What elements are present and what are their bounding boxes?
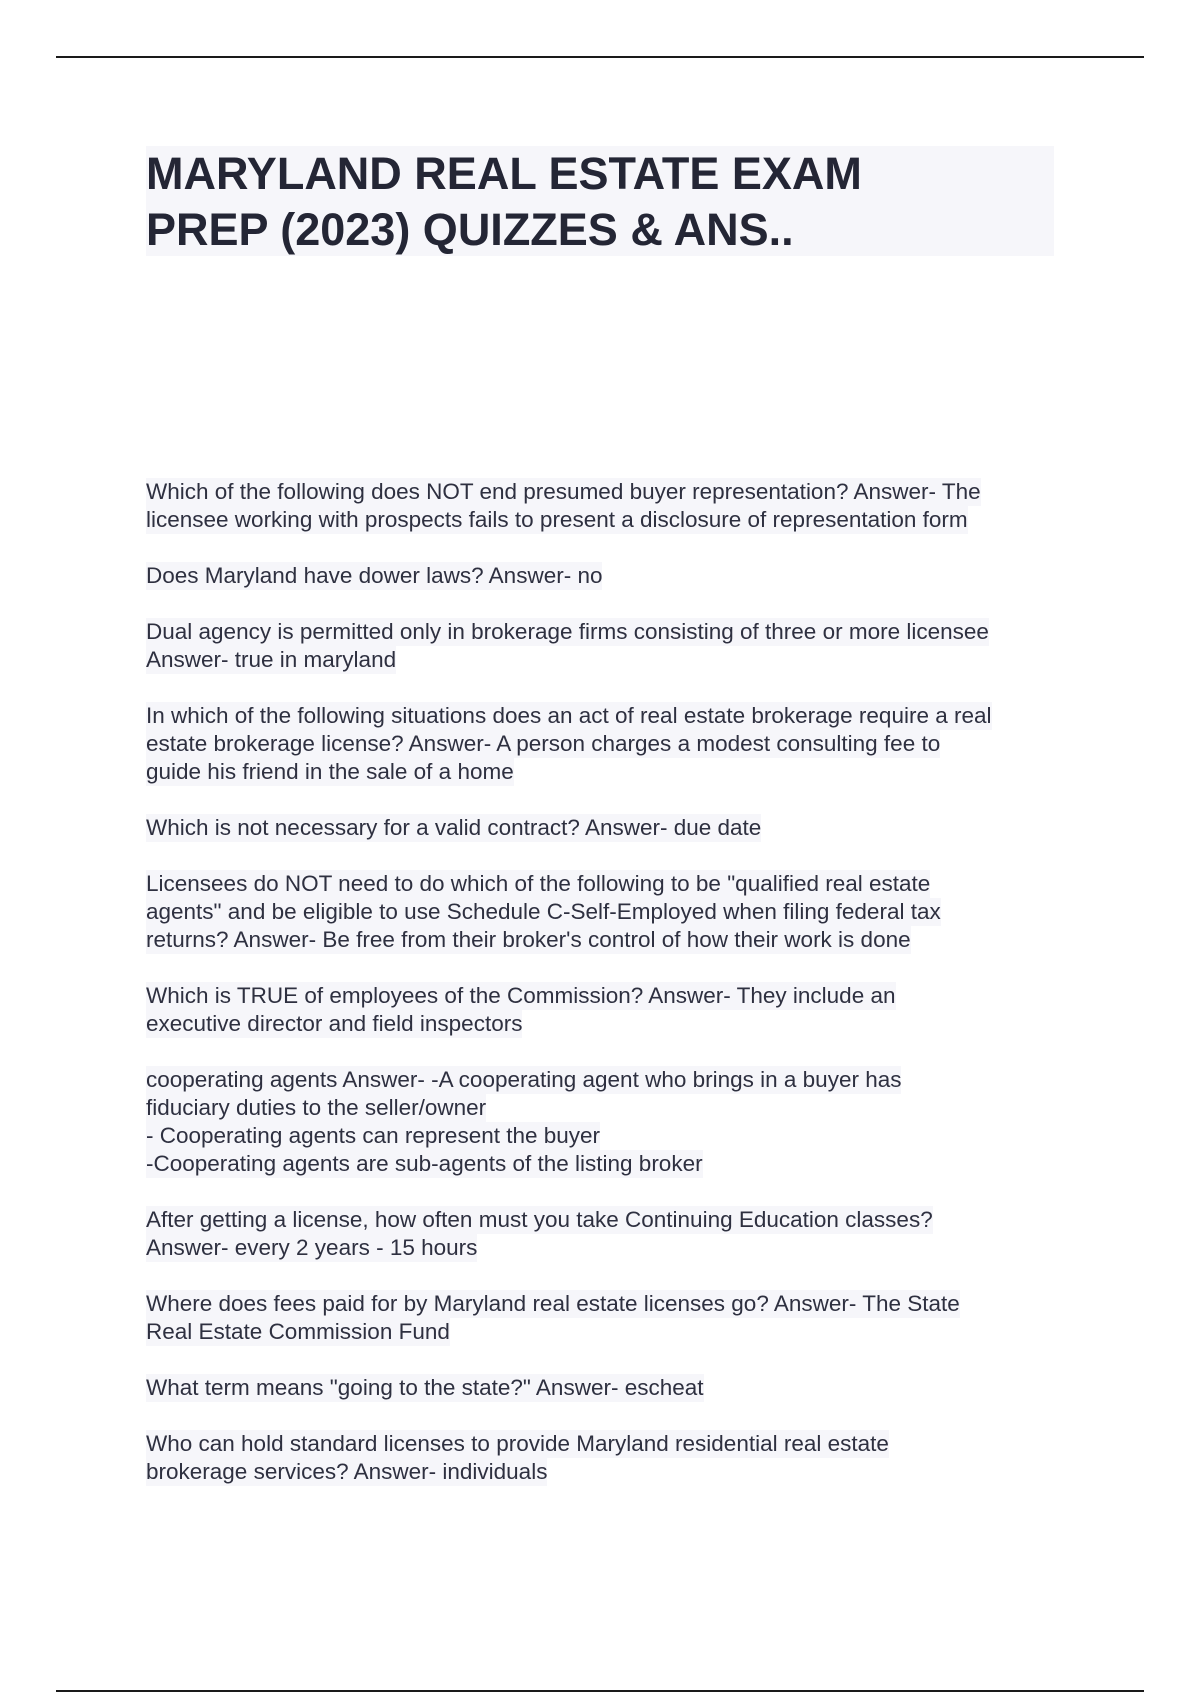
qa-line: brokerage services? Answer- individuals	[146, 1459, 548, 1484]
qa-line: executive director and field inspectors	[146, 1011, 523, 1036]
qa-list	[146, 478, 1066, 1514]
qa-line: guide his friend in the sale of a home	[146, 759, 514, 784]
qa-line: cooperating agents Answer- -A cooperating agent who brings in a buyer has	[146, 1067, 902, 1092]
title-block	[146, 146, 1054, 256]
qa-item	[146, 982, 1066, 1038]
qa-line: What term means "going to the state?" Answer- escheat	[146, 1375, 704, 1400]
qa-line: Answer- true in maryland	[146, 647, 397, 672]
qa-item	[146, 814, 1066, 842]
qa-line: Dual agency is permitted only in brokerage firms consisting of three or more licensee	[146, 619, 989, 644]
qa-item	[146, 478, 1066, 534]
qa-line: Which is not necessary for a valid contract? Answer- due date	[146, 815, 762, 840]
top-rule	[56, 56, 1144, 58]
qa-line: licensee working with prospects fails to present a disclosure of representation form	[146, 507, 968, 532]
qa-item	[146, 562, 1066, 590]
qa-item	[146, 1066, 1066, 1178]
qa-line: returns? Answer- Be free from their broker's control of how their work is done	[146, 927, 911, 952]
qa-item	[146, 702, 1066, 786]
qa-item	[146, 618, 1066, 674]
qa-item	[146, 1206, 1066, 1262]
qa-line: Does Maryland have dower laws? Answer- no	[146, 563, 603, 588]
bottom-rule	[56, 1690, 1144, 1692]
qa-item	[146, 1430, 1066, 1486]
qa-line: Which of the following does NOT end presumed buyer representation? Answer- The	[146, 479, 981, 504]
document-title	[146, 146, 1054, 258]
qa-line: fiduciary duties to the seller/owner	[146, 1095, 487, 1120]
qa-line: In which of the following situations does an act of real estate brokerage require a real	[146, 703, 992, 728]
qa-line: Answer- every 2 years - 15 hours	[146, 1235, 478, 1260]
title-line-1: MARYLAND REAL ESTATE EXAM	[146, 148, 862, 199]
qa-line: agents" and be eligible to use Schedule C-Self-Employed when filing federal tax	[146, 899, 941, 924]
qa-item	[146, 1374, 1066, 1402]
qa-line: Where does fees paid for by Maryland real estate licenses go? Answer- The State	[146, 1291, 960, 1316]
qa-line: Real Estate Commission Fund	[146, 1319, 450, 1344]
title-line-2: PREP (2023) QUIZZES & ANS..	[146, 204, 794, 255]
qa-line: Who can hold standard licenses to provide Maryland residential real estate	[146, 1431, 889, 1456]
qa-line: Which is TRUE of employees of the Commission? Answer- They include an	[146, 983, 896, 1008]
qa-line: -Cooperating agents are sub-agents of the listing broker	[146, 1151, 703, 1176]
qa-item	[146, 1290, 1066, 1346]
qa-line: After getting a license, how often must you take Continuing Education classes?	[146, 1207, 933, 1232]
qa-line: Licensees do NOT need to do which of the following to be "qualified real estate	[146, 871, 931, 896]
qa-line: estate brokerage license? Answer- A person charges a modest consulting fee to	[146, 731, 941, 756]
qa-item	[146, 870, 1066, 954]
qa-line: - Cooperating agents can represent the buyer	[146, 1123, 601, 1148]
